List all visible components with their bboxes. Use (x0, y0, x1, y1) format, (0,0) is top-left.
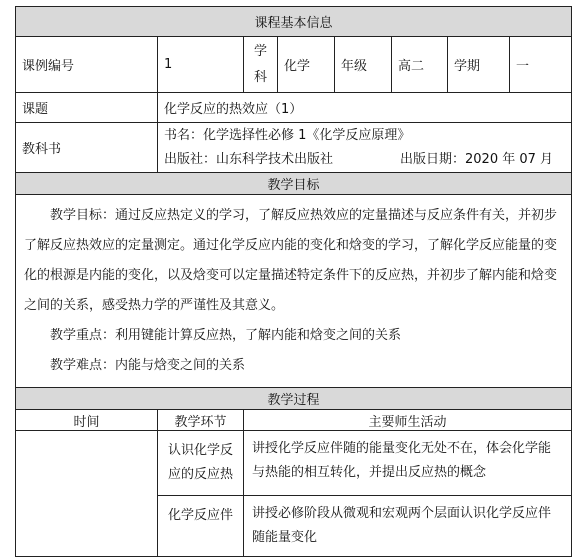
activity-cell-1: 讲授化学反应伴随的能量变化无处不在，体会化学能与热能的相互转化，并提出反应热的概念 (244, 431, 572, 496)
topic-value: 化学反应的热效应（1） (158, 93, 572, 123)
course-document (15, 6, 571, 557)
process-header: 教学过程 (16, 388, 572, 410)
col-step: 教学环节 (158, 410, 244, 431)
subject-value: 化学 (278, 37, 335, 93)
topic-label: 课题 (16, 93, 158, 123)
step-cell-1: 认识化学反应的反应热 (158, 431, 244, 496)
book-name: 书名：化学选择性必修 1《化学反应原理》 (164, 127, 411, 143)
publisher-row (164, 148, 565, 172)
col-time: 时间 (16, 410, 158, 431)
subject-label-char-2: 科 (253, 69, 267, 85)
term-label: 学期 (448, 37, 510, 93)
activity-cell-2: 讲授必修阶段从微观和宏观两个层面认识化学反应伴随能量变化 (244, 496, 572, 557)
step-cell-2: 化学反应伴 (158, 496, 244, 557)
teaching-difficulties: 教学难点：内能与焓变之间的关系 (50, 358, 246, 373)
course-info-table (15, 6, 572, 557)
teaching-key-points: 教学重点：利用键能计算反应热，了解内能和焓变之间的关系 (50, 328, 402, 343)
subject-label-char-1: 学 (253, 43, 267, 59)
term-value: 一 (510, 37, 572, 93)
time-cell (16, 431, 158, 557)
objectives-body (16, 195, 572, 388)
publisher: 出版社：山东科学技术出版社 (164, 151, 334, 167)
textbook-info (158, 123, 572, 173)
objectives-header: 教学目标 (16, 173, 572, 195)
subject-label (244, 37, 278, 93)
grade-label: 年级 (335, 37, 392, 93)
col-activity: 主要师生活动 (244, 410, 572, 431)
grade-value: 高二 (392, 37, 448, 93)
textbook-label: 教科书 (16, 123, 158, 173)
publish-date: 出版日期：2020 年 07 月 (400, 151, 554, 167)
case-no-value: 1 (158, 37, 244, 93)
basic-info-header: 课程基本信息 (16, 7, 572, 37)
case-no-label: 课例编号 (16, 37, 158, 93)
teaching-goal: 教学目标：通过反应热定义的学习，了解反应热效应的定量描述与反应条件有关，并初步了解反应热效应的定量测定。通过化学反应内能的变化和焓变的学习，了解化学反应能量的变化的根源是内能的变化，以及焓变可以定量描述特定条件下的反应热，并初步了解内能和焓变之间的关系，感受热力学的严谨性及其意义。 (24, 208, 558, 313)
